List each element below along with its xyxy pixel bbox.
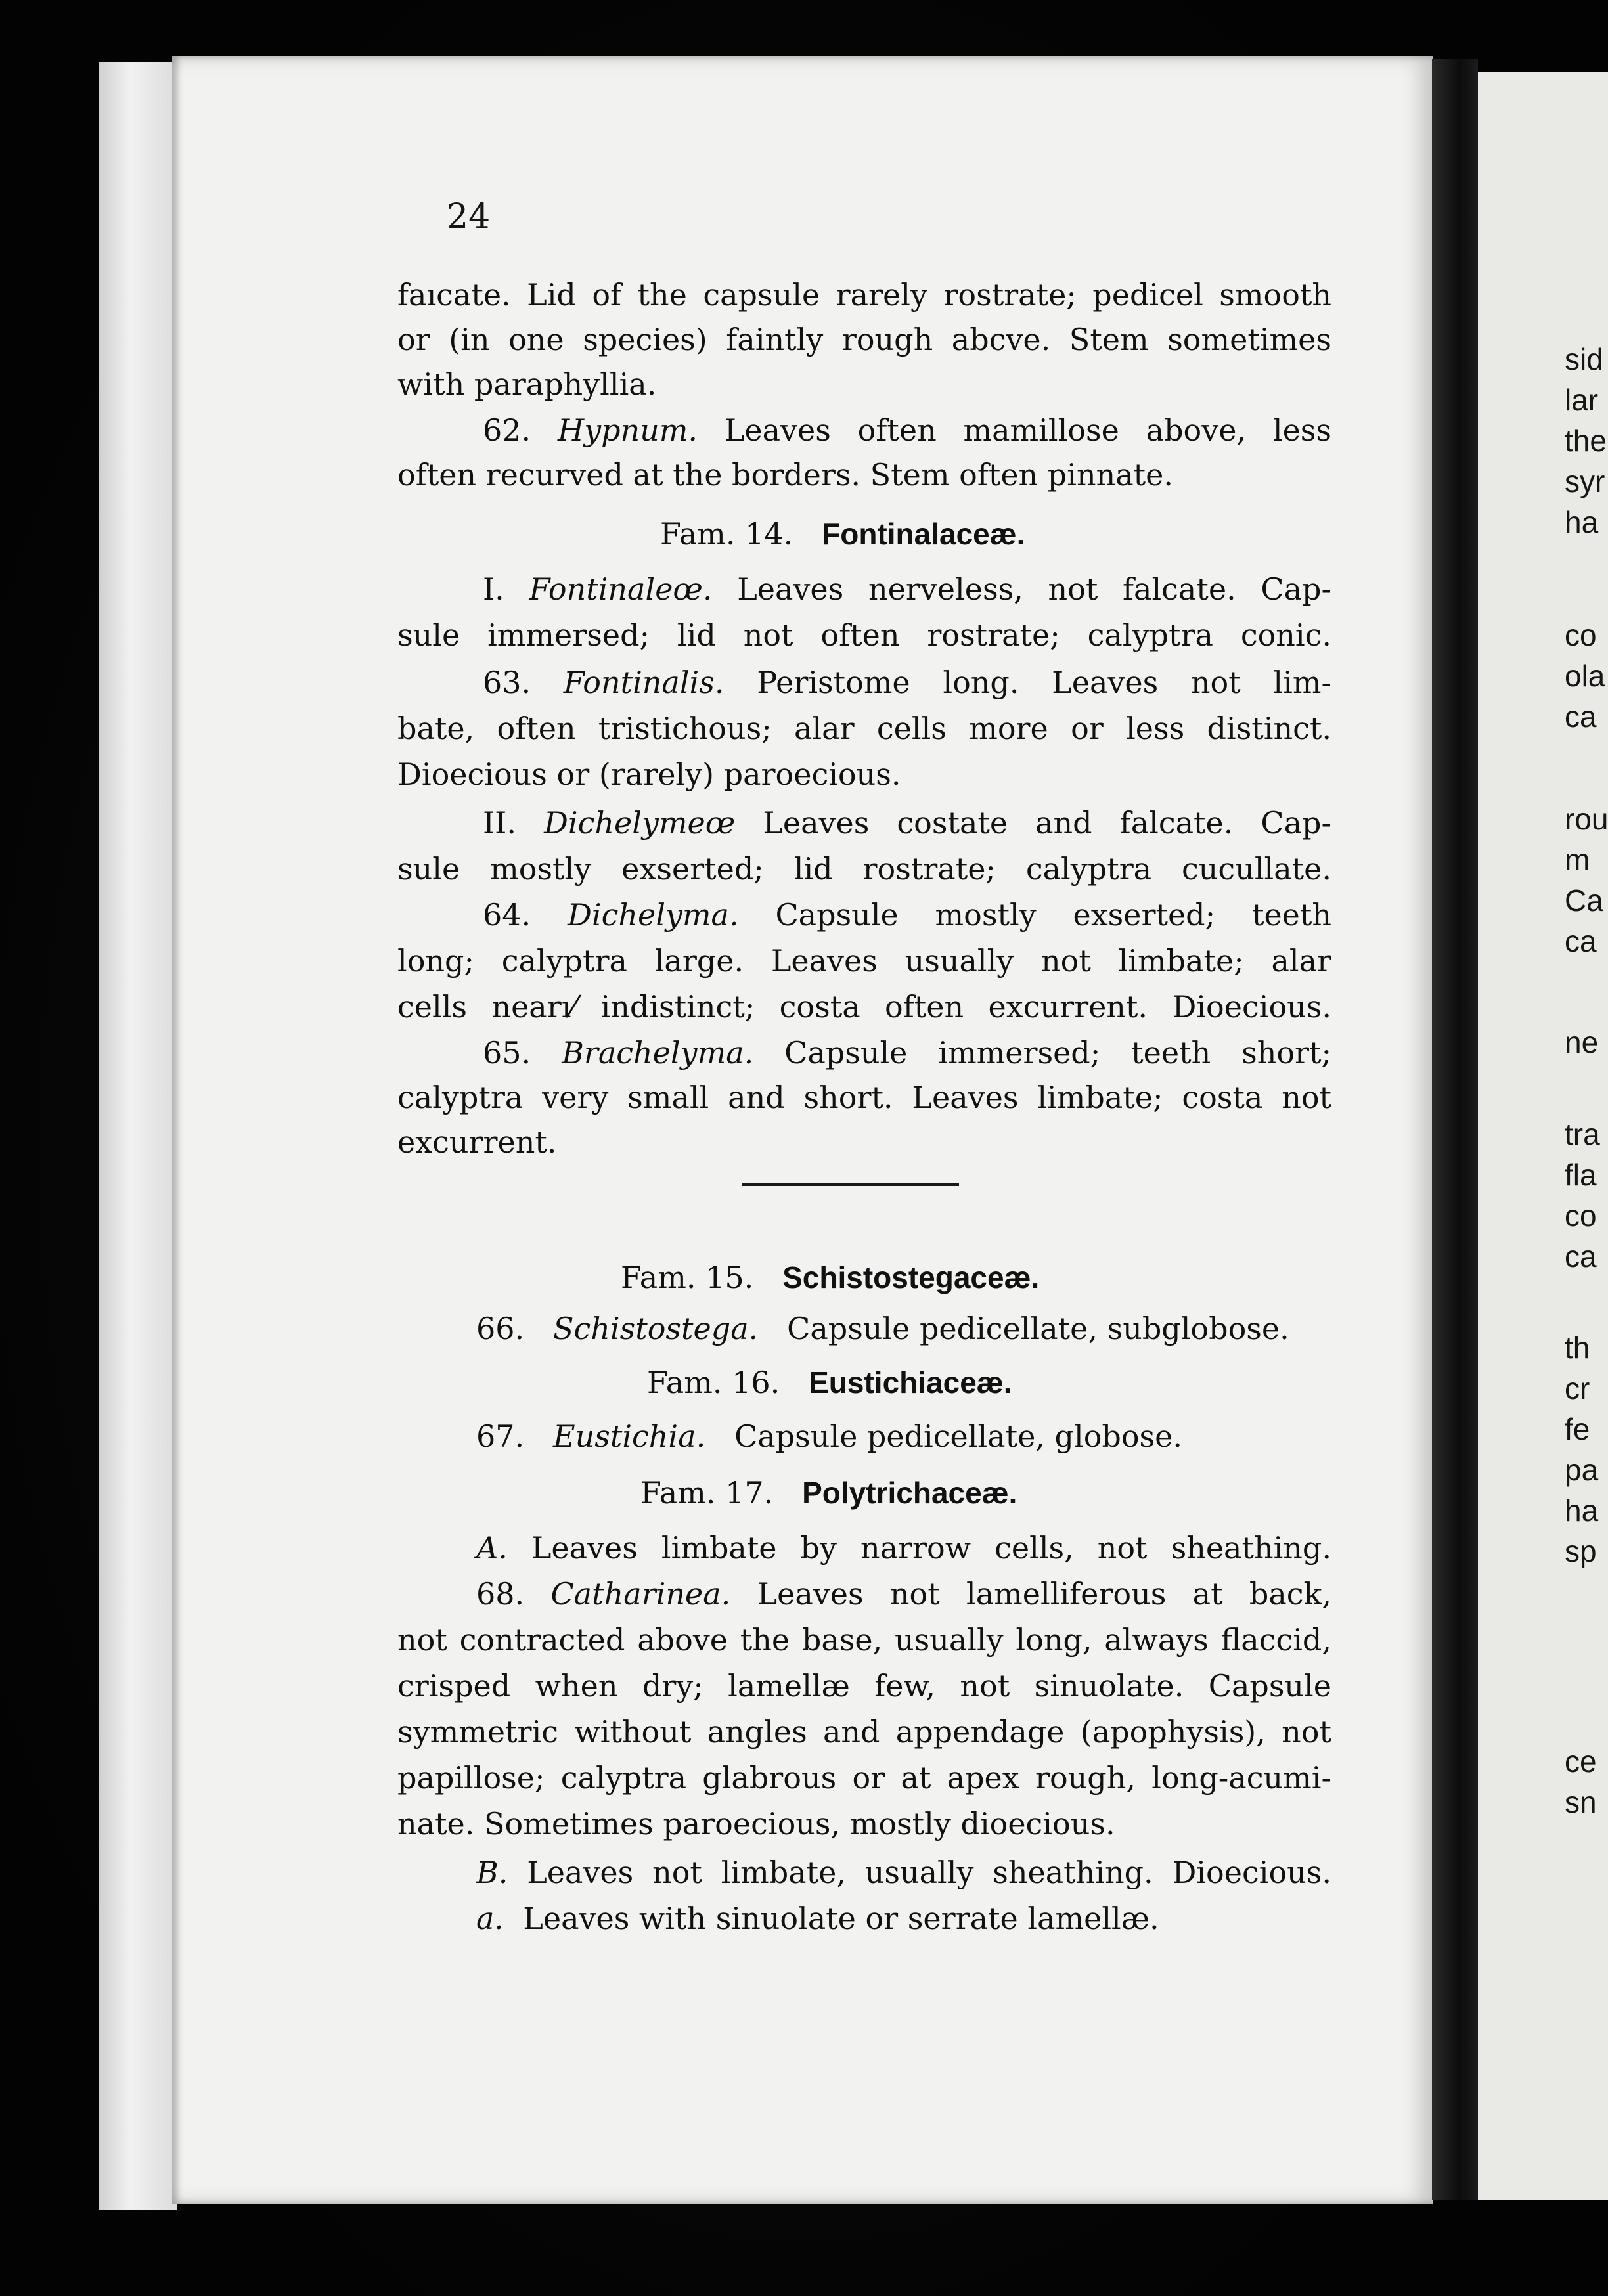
family-heading: Fam. 15. Schistostegaceæ. [621, 1260, 1040, 1295]
adjacent-page-fragment: ce [1565, 1744, 1597, 1778]
text-line: symmetric without angles and appendage (apophysis), not [397, 1714, 1331, 1750]
text-line: sule immersed; lid not often rostrate; calyptra conic. [397, 617, 1331, 653]
page-number: 24 [447, 197, 491, 236]
text-line: long; calyptra large. Leaves usually not limbate; alar [397, 943, 1331, 979]
entry-line: II. Dichelymeœ Leaves costate and falcate. Cap- [483, 805, 1332, 841]
text-line: not contracted above the base, usually long, always flaccid, [397, 1622, 1331, 1658]
family-heading: Fam. 16. Eustichiaceæ. [647, 1365, 1012, 1400]
adjacent-page-fragment: ca [1565, 924, 1597, 958]
entry-line: 62. Hypnum. Leaves often mamillose above, less [483, 412, 1331, 448]
adjacent-page-fragment: fla [1565, 1158, 1597, 1192]
adjacent-page-fragment: sp [1565, 1534, 1597, 1568]
text-line: calyptra very small and short. Leaves limbate; costa not [397, 1080, 1331, 1115]
entry-number: I. [483, 571, 504, 607]
text-line: excurrent. [397, 1124, 557, 1160]
key-letter: a. [476, 1901, 504, 1936]
text-line: bate, often tristichous; alar cells more or less distinct. [397, 711, 1331, 746]
key-line: A. Leaves limbate by narrow cells, not sheathing. [476, 1530, 1331, 1566]
adjacent-page-fragment: th [1565, 1331, 1590, 1365]
adjacent-page-fragment: the [1565, 424, 1607, 458]
adjacent-page-fragment: syr [1565, 464, 1605, 498]
adjacent-page-fragment: ha [1565, 1493, 1599, 1528]
adjacent-page-fragment: pa [1565, 1453, 1599, 1487]
key-line: a. Leaves with sinuolate or serrate lamellæ. [476, 1901, 1159, 1936]
genus-name: Dichelymeœ [544, 805, 736, 841]
adjacent-page-fragment: m [1565, 843, 1590, 877]
adjacent-page-fragment: cr [1565, 1371, 1590, 1405]
text-line: papillose; calyptra glabrous or at apex rough, long-acumi- [397, 1760, 1331, 1796]
text-line: nate. Sometimes paroecious, mostly dioecious. [397, 1806, 1115, 1842]
entry-number: 64. [483, 897, 531, 933]
text-line: faıcate. Lid of the capsule rarely rostrate; pedicel smooth [397, 277, 1331, 313]
genus-name: Dichelyma. [568, 897, 739, 933]
text-line: sule mostly exserted; lid rostrate; calyptra cucullate. [397, 851, 1331, 887]
entry-line: 63. Fontinalis. Peristome long. Leaves not lim- [483, 665, 1332, 700]
adjacent-page-fragment: lar [1565, 383, 1599, 417]
key-line: B. Leaves not limbate, usually sheathing. Dioecious. [476, 1855, 1331, 1890]
text-line: cells nearı⁄ indistinct; costa often excurrent. Dioecious. [397, 989, 1331, 1025]
text-line: crisped when dry; lamellæ few, not sinuolate. Capsule [397, 1668, 1331, 1704]
entry-number: 63. [483, 665, 531, 700]
entry-line: 64. Dichelyma. Capsule mostly exserted; teeth [483, 897, 1332, 933]
entry-line: 66. Schistostega. Capsule pedicellate, subglobose. [476, 1311, 1289, 1346]
adjacent-page-fragment: rou [1565, 802, 1608, 836]
entry-line: 65. Brachelyma. Capsule immersed; teeth short; [483, 1035, 1331, 1071]
adjacent-page-fragment: sn [1565, 1785, 1597, 1819]
entry-line: I. Fontinaleœ. Leaves nerveless, not falcate. Cap- [483, 571, 1332, 607]
adjacent-page [1478, 72, 1608, 2200]
key-letter: A. [476, 1530, 508, 1566]
adjacent-page-fragment: fe [1565, 1412, 1590, 1446]
family-heading: Fam. 17. Polytrichaceæ. [640, 1475, 1017, 1511]
entry-number: 66. [476, 1311, 525, 1346]
text-line: with paraphyllia. [397, 366, 657, 402]
adjacent-page-fragment: ca [1565, 699, 1597, 734]
genus-name: Brachelyma. [562, 1035, 754, 1071]
genus-name: Hypnum. [557, 412, 698, 448]
genus-name: Schistostega. [553, 1311, 759, 1346]
entry-line: 68. Catharinea. Leaves not lamelliferous at back, [476, 1576, 1332, 1612]
adjacent-page-fragment: tra [1565, 1117, 1600, 1151]
adjacent-page-fragment: co [1565, 618, 1597, 652]
adjacent-page-fragment: sid [1565, 342, 1603, 376]
adjacent-page-fragment: ca [1565, 1239, 1597, 1273]
text-line: or (in one species) faintly rough abcve. Stem sometimes [397, 322, 1331, 357]
text-line: often recurved at the borders. Stem often pinnate. [397, 457, 1173, 493]
entry-line: 67. Eustichia. Capsule pedicellate, globose. [476, 1419, 1182, 1454]
text-line: Dioecious or (rarely) paroecious. [397, 757, 901, 792]
section-divider [742, 1183, 959, 1186]
book-edge [99, 62, 177, 2210]
entry-number: 67. [476, 1419, 525, 1454]
entry-number: 68. [476, 1576, 525, 1612]
key-letter: B. [476, 1855, 508, 1890]
adjacent-page-fragment: ne [1565, 1025, 1599, 1059]
genus-name: Fontinaleœ. [529, 571, 713, 607]
adjacent-page-fragment: co [1565, 1199, 1597, 1233]
entry-number: 62. [483, 412, 531, 448]
adjacent-page-fragment: ola [1565, 659, 1605, 693]
family-heading: Fam. 14. Fontinalaceæ. [660, 516, 1025, 552]
genus-name: Fontinalis. [563, 665, 725, 700]
entry-number: II. [483, 805, 516, 841]
adjacent-page-fragment: Ca [1565, 883, 1603, 917]
adjacent-page-fragment: ha [1565, 505, 1599, 539]
entry-number: 65. [483, 1035, 531, 1071]
genus-name: Catharinea. [550, 1576, 731, 1612]
book-gutter [1432, 59, 1478, 2200]
genus-name: Eustichia. [553, 1419, 706, 1454]
